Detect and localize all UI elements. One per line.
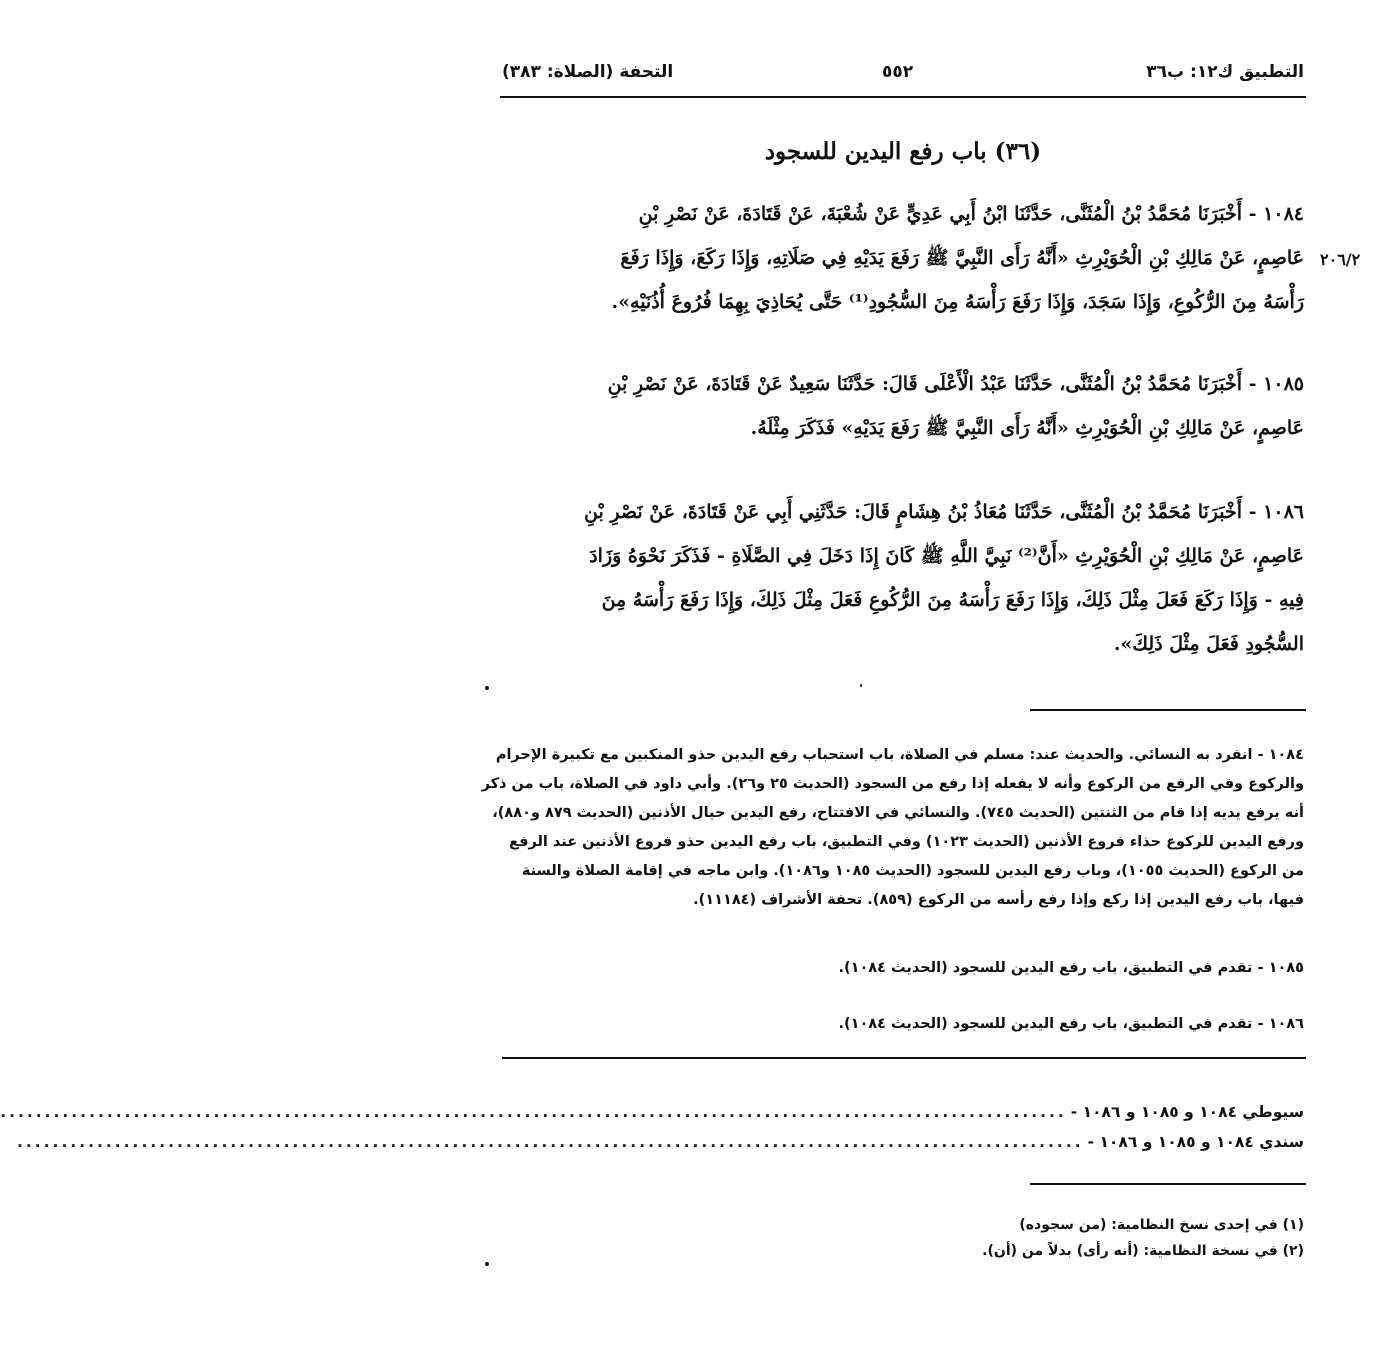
note-line: ١٠٨٤ - انفرد به النسائي. والحديث عند: مسلم في الصلاة، باب استحباب رفع اليدين حذو المنكبين مع تكبيرة الإحرام <box>495 747 1304 763</box>
commentary-label: سيوطي ١٠٨٤ و ١٠٨٥ و ١٠٨٦ - <box>1070 1103 1304 1121</box>
hadith-line: السُّجُودِ فَعَلَ مِثْلَ ذَلِكَ». <box>1113 633 1304 655</box>
leader-dots: ........................................................................................................................ <box>17 1133 1084 1151</box>
hadith-line: رَأْسَهُ مِنَ الرُّكُوعِ، وَإِذَا سَجَدَ، وَإِذَا رَفَعَ رَأْسَهُ مِنَ السُّجُودِ⁽¹⁾ حَتَّى يُحَاذِيَ بِهِمَا فُرُوعَ أُذُنَيْهِ». <box>611 291 1304 313</box>
takhrij-note-1085 <box>502 954 1304 983</box>
margin-volume-reference: ٢٠٦/٢ <box>1320 250 1361 269</box>
commentary-label: سندي ١٠٨٤ و ١٠٨٥ و ١٠٨٦ - <box>1087 1133 1304 1151</box>
leader-dots: ........................................................................................................................ <box>0 1103 1067 1121</box>
hadith-line: ١٠٨٦ - أَخْبَرَنَا مُحَمَّدُ بْنُ الْمُثَنَّى، حَدَّثَنَا مُعَاذُ بْنُ هِشَامٍ قَالَ: حَدَّثَنِي أَبِي عَنْ قَتَادَةَ، عَنْ نَصْرِ بْنِ <box>584 501 1304 523</box>
note-line: فيها، باب رفع اليدين إذا ركع وإذا رفع رأسه من الركوع (٨٥٩). تحفة الأشراف (١١١٨٤). <box>693 892 1304 908</box>
commentary-references <box>0 1097 1304 1157</box>
scan-speck <box>485 1262 489 1266</box>
scan-speck <box>860 684 862 687</box>
hadith-1085 <box>502 362 1304 450</box>
note-line: أنه يرفع يديه إذا قام من الثنتين (الحديث ٧٤٥). والنسائي في الافتتاح، رفع اليدين حيال الأذنين (الحديث ٨٧٩ و٨٨٠)، <box>492 805 1304 821</box>
header-divider <box>500 96 1306 98</box>
hadith-line: عَاصِمٍ، عَنْ مَالِكِ بْنِ الْحُوَيْرِثِ «أَنَّهُ رَأَى النَّبِيَّ ﷺ رَفَعَ يَدَيْهِ فِي صَلَاتِهِ، وَإِذَا رَكَعَ، وَإِذَا رَفَعَ <box>620 247 1304 269</box>
footnote-2: (٢) في نسخة النظامية: (أنه رأى) بدلاً من (أن). <box>982 1243 1304 1259</box>
hadith-line: ١٠٨٥ - أَخْبَرَنَا مُحَمَّدُ بْنُ الْمُثَنَّى، حَدَّثَنَا عَبْدُ الْأَعْلَى قَالَ: حَدَّثَنَا سَعِيدٌ عَنْ قَتَادَةَ، عَنْ نَصْرِ بْنِ <box>607 373 1304 395</box>
commentary-divider <box>502 1057 1306 1059</box>
footnote-1: (١) في إحدى نسخ النظامية: (من سجوده) <box>1019 1217 1304 1233</box>
note-line: من الركوع (الحديث ١٠٥٥)، وباب رفع اليدين للسجود (الحديث ١٠٨٥ و١٠٨٦). وابن ماجه في إقامة الصلاة والسنة <box>521 863 1304 879</box>
hadith-1086 <box>502 490 1304 666</box>
note-line: ورفع اليدين للركوع حذاء فروع الأذنين (الحديث ١٠٢٣) وفي التطبيق، باب رفع اليدين حذو فروع الأذنين عند الرفع <box>509 834 1304 850</box>
hadith-line: فِيهِ - وَإِذَا رَكَعَ فَعَلَ مِثْلَ ذَلِكَ، وَإِذَا رَفَعَ رَأْسَهُ مِنَ الرُّكُوعِ فَعَلَ مِثْلَ ذَلِكَ، وَإِذَا رَفَعَ رَأْسَهُ مِنَ <box>601 589 1304 611</box>
footnotes <box>502 1212 1304 1264</box>
scan-speck <box>485 686 489 690</box>
note-line: ١٠٨٥ - تقدم في التطبيق، باب رفع اليدين للسجود (الحديث ١٠٨٤). <box>838 960 1304 976</box>
takhrij-notes-1084 <box>481 741 1304 915</box>
note-line: ١٠٨٦ - تقدم في التطبيق، باب رفع اليدين للسجود (الحديث ١٠٨٤). <box>838 1016 1304 1032</box>
note-line: والركوع وفي الرفع من الركوع وأنه لا يفعله إذا رفع من السجود (الحديث ٢٥ و٢٦). وأبي داود في الصلاة، باب من ذكر <box>481 776 1304 792</box>
notes-divider <box>1030 709 1306 711</box>
header-chapter-ref: التطبيق ك١٢: ب٣٦ <box>1146 62 1304 82</box>
hadith-line: عَاصِمٍ، عَنْ مَالِكِ بْنِ الْحُوَيْرِثِ «أَنَّ⁽²⁾ نَبِيَّ اللَّهِ ﷺ كَانَ إِذَا دَخَلَ فِي الصَّلَاةِ - فَذَكَرَ نَحْوَهُ وَزَادَ <box>589 545 1304 567</box>
commentary-row-suyuti <box>0 1097 1304 1127</box>
takhrij-note-1086 <box>502 1010 1304 1039</box>
chapter-title: (٣٦) باب رفع اليدين للسجود <box>764 138 1042 165</box>
commentary-row-sindi <box>17 1127 1304 1157</box>
hadith-line: ١٠٨٤ - أَخْبَرَنَا مُحَمَّدُ بْنُ الْمُثَنَّى، حَدَّثَنَا ابْنُ أَبِي عَدِيٍّ عَنْ شُعْبَةَ، عَنْ قَتَادَةَ، عَنْ نَصْرِ بْنِ <box>638 203 1304 225</box>
header-tuhfa-ref: التحفة (الصلاة: ٣٨٣) <box>502 62 674 82</box>
hadith-line: عَاصِمٍ، عَنْ مَالِكِ بْنِ الْحُوَيْرِثِ «أَنَّهُ رَأَى النَّبِيَّ ﷺ رَفَعَ يَدَيْهِ» فَذَكَرَ مِثْلَهُ. <box>750 417 1304 439</box>
page-number: ٥٥٢ <box>882 62 914 82</box>
hadith-1084 <box>502 192 1304 324</box>
footnotes-divider <box>1030 1183 1306 1185</box>
running-header <box>502 62 1304 88</box>
